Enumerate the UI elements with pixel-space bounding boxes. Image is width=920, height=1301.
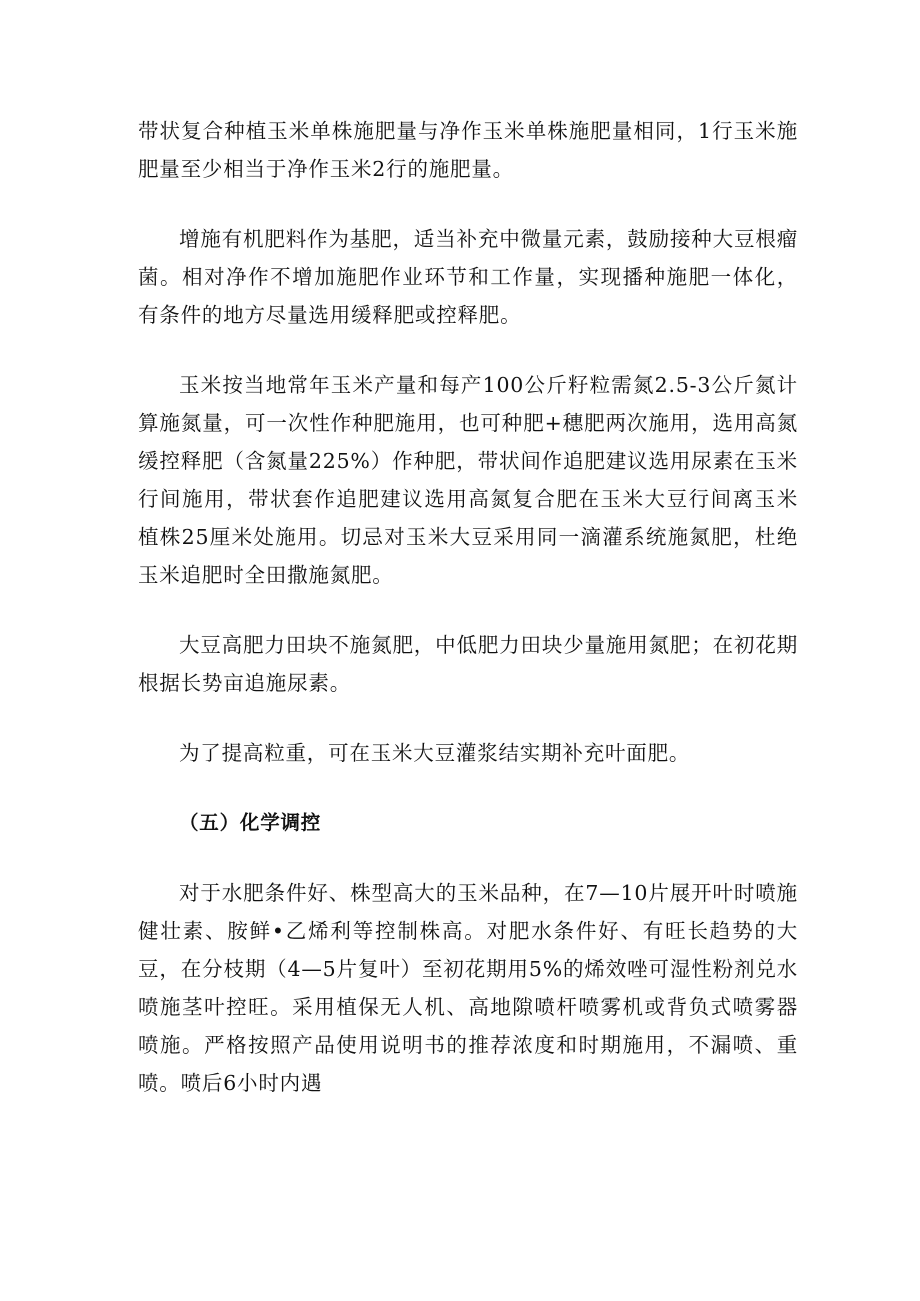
paragraph-soybean-nitrogen: 大豆高肥力田块不施氮肥，中低肥力田块少量施用氮肥；在初花期根据长势亩追施尿素。	[138, 633, 798, 695]
document-body	[138, 112, 798, 1134]
paragraph-foliar-fertilizer: 为了提高粒重，可在玉米大豆灌浆结实期补充叶面肥。	[179, 741, 691, 765]
paragraph-chemical-control: 对于水肥条件好、株型高大的玉米品种，在7—10片展开叶时喷施健壮素、胺鲜•乙烯利等控制株高。对肥水条件好、有旺长趋势的大豆，在分枝期（4—5片复叶）至初花期用5%的烯效唑可湿性粉剂兑水喷施茎叶控旺。采用植保无人机、高地隙喷杆喷雾机或背负式喷雾器喷施。严格按照产品使用说明书的推荐浓度和时期施用，不漏喷、重喷。喷后6小时内遇	[138, 881, 798, 1095]
paragraph-corn-nitrogen: 玉米按当地常年玉米产量和每产100公斤籽粒需氮2.5-3公斤氮计算施氮量，可一次性作种肥施用，也可种肥+穗肥两次施用，选用高氮缓控释肥（含氮量225%）作种肥，带状间作追肥建议选用尿素在玉米行间施用，带状套作追肥建议选用高氮复合肥在玉米大豆行间离玉米植株25厘米处施用。切忌对玉米大豆采用同一滴灌系统施氮肥，杜绝玉米追肥时全田撒施氮肥。	[138, 373, 798, 587]
section-heading-chemical-control: （五）化学调控	[179, 811, 322, 834]
paragraph-fertilizer-amount: 带状复合种植玉米单株施肥量与净作玉米单株施肥量相同，1行玉米施肥量至少相当于净作玉米2行的施肥量。	[138, 119, 798, 181]
paragraph-organic-fertilizer: 增施有机肥料作为基肥，适当补充中微量元素，鼓励接种大豆根瘤菌。相对净作不增加施肥作业环节和工作量，实现播种施肥一体化，有条件的地方尽量选用缓释肥或控释肥。	[138, 227, 798, 327]
